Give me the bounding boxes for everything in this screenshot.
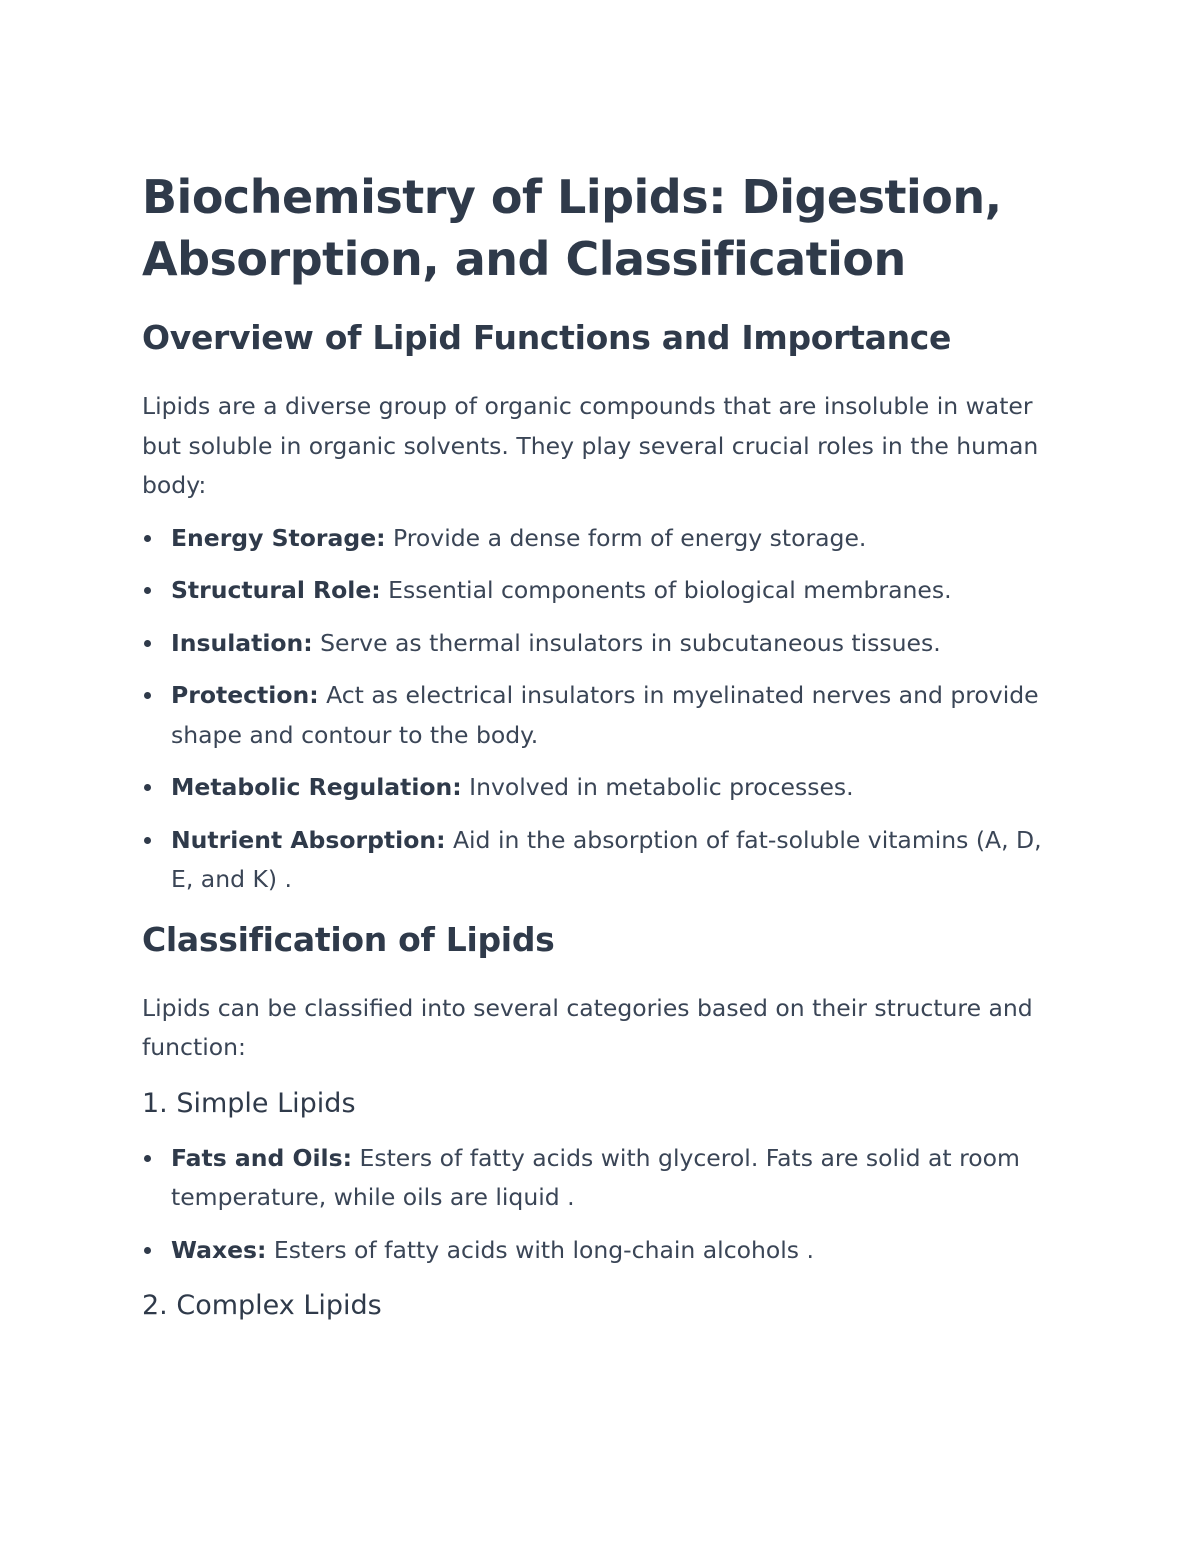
list-item	[142, 1139, 1062, 1218]
list-item-term: Fats and Oils:	[171, 1143, 353, 1172]
list-item	[142, 571, 1062, 611]
subheading-complex-lipids: 2. Complex Lipids	[142, 1290, 382, 1321]
list-item-term: Insulation:	[171, 628, 313, 657]
list-item	[142, 624, 1062, 664]
bullet-icon	[144, 692, 151, 699]
bullet-icon	[144, 837, 151, 844]
list-item-term: Metabolic Regulation:	[171, 773, 462, 801]
list-item-term: Waxes:	[171, 1235, 267, 1264]
list-item-text: Esters of fatty acids with glycerol. Fats are solid at room temperature, while oils are liquid .	[171, 1143, 1020, 1211]
list-item	[142, 519, 1062, 559]
simple-lipids-list	[142, 1139, 1062, 1271]
list-item-term: Nutrient Absorption:	[171, 825, 446, 854]
list-item	[142, 1231, 1062, 1271]
subheading-simple-lipids: 1. Simple Lipids	[142, 1087, 356, 1119]
bullet-icon	[144, 1247, 151, 1254]
list-item-text: Serve as thermal insulators in subcutaneous tissues.	[312, 628, 941, 657]
section-intro-paragraph: Lipids are a diverse group of organic compounds that are insoluble in water but soluble in organic solvents. They play several crucial roles in the human body:	[142, 392, 1039, 499]
list-item-text: Provide a dense form of energy storage.	[385, 523, 867, 552]
list-item	[142, 676, 1062, 755]
section-heading-classification: Classification of Lipids	[142, 919, 555, 959]
list-item-text: Aid in the absorption of fat-soluble vitamins (A, D, E, and K) .	[171, 825, 1042, 893]
section-heading-overview: Overview of Lipid Functions and Importance	[142, 318, 952, 357]
list-item-text: Involved in metabolic processes.	[461, 773, 854, 801]
list-item-term: Protection:	[171, 681, 319, 709]
list-item-term: Energy Storage:	[171, 523, 386, 552]
document-page	[142, 166, 1062, 1321]
bullet-icon	[144, 784, 151, 791]
lipid-functions-list	[142, 519, 1062, 900]
bullet-icon	[144, 1155, 151, 1162]
section-intro-paragraph: Lipids can be classified into several categories based on their structure and function:	[142, 993, 1033, 1061]
list-item-text: Essential components of biological membranes.	[380, 576, 952, 604]
list-item	[142, 768, 1062, 808]
document-title: Biochemistry of Lipids: Digestion, Absorption, and Classification	[142, 170, 1002, 286]
bullet-icon	[144, 587, 151, 594]
list-item-text: Esters of fatty acids with long-chain alcohols .	[266, 1235, 814, 1264]
list-item-text: Act as electrical insulators in myelinated nerves and provide shape and contour to the body.	[171, 681, 1039, 749]
bullet-icon	[144, 640, 151, 647]
list-item	[142, 821, 1062, 900]
list-item-term: Structural Role:	[171, 576, 381, 604]
bullet-icon	[144, 535, 151, 542]
